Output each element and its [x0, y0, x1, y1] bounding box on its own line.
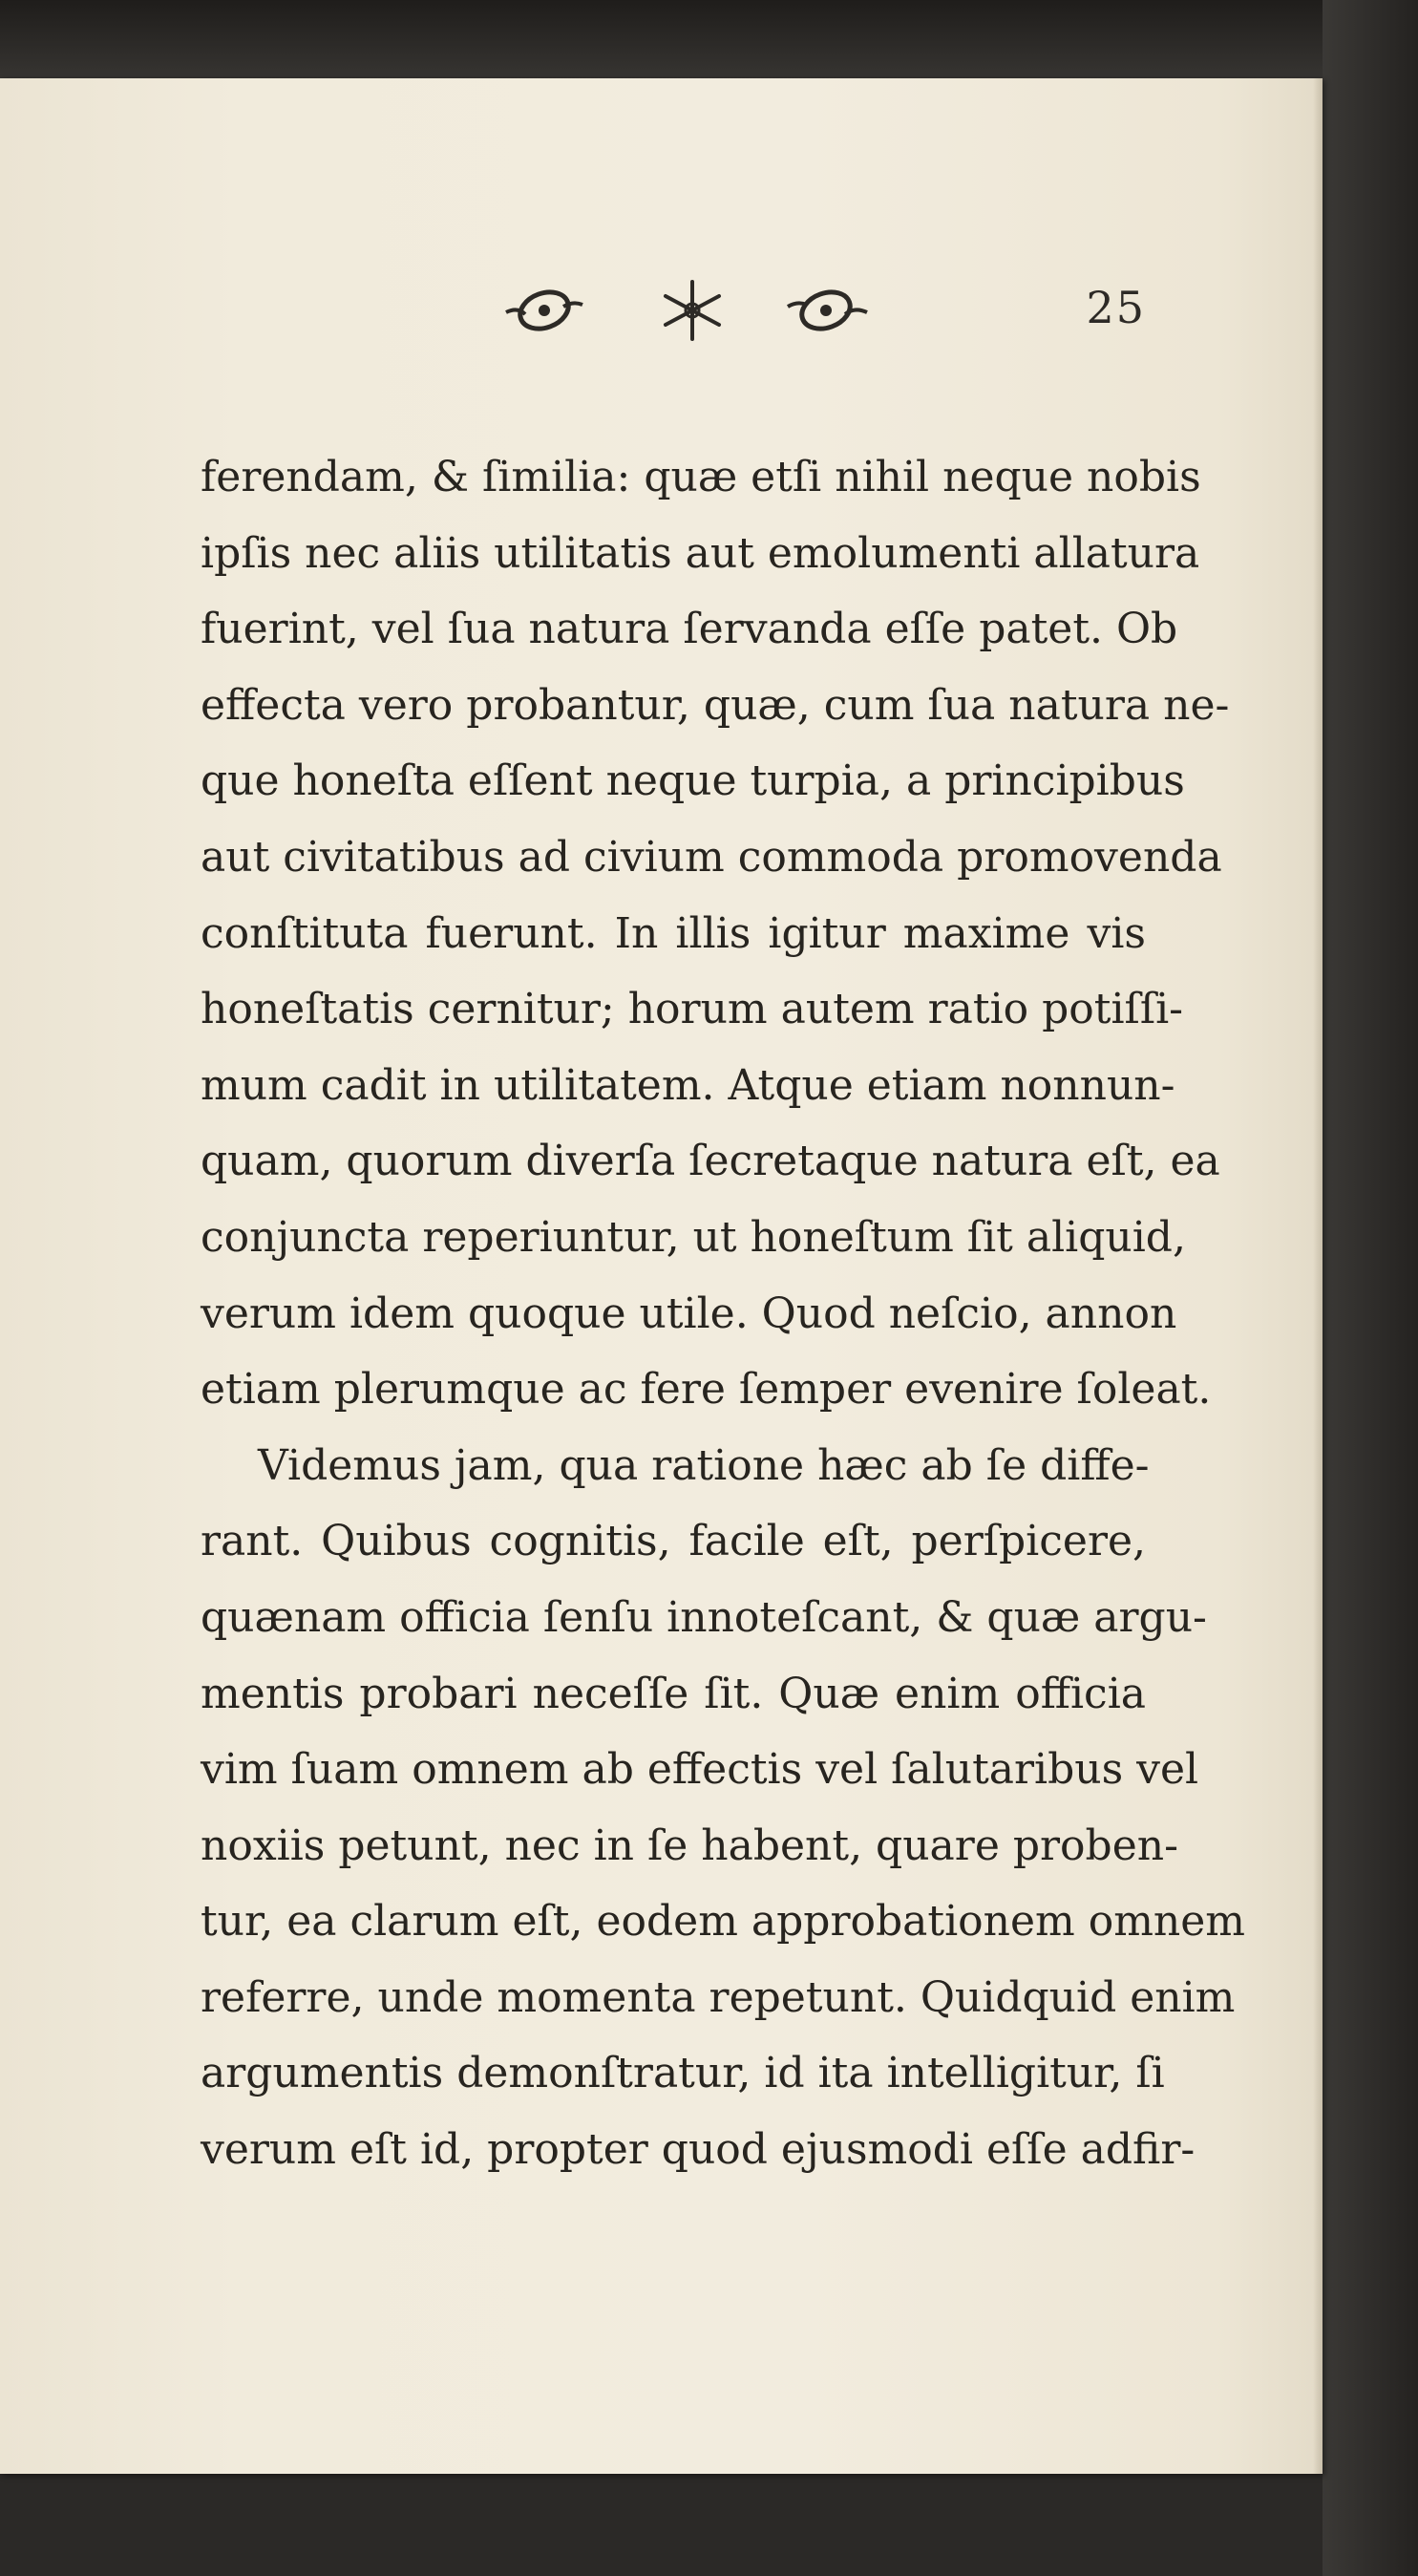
scan-background-board	[1323, 0, 1418, 2576]
text-line: verum eſt id, propter quod ejusmodi eſſe adfir-	[201, 2125, 1196, 2175]
text-line: effecta vero probantur, quæ, cum ſua natura ne-	[201, 680, 1230, 730]
text-line: aut civitatibus ad civium commoda promovenda	[201, 832, 1222, 882]
text-line: mentis probari neceſſe ſit. Quæ enim officia	[201, 1669, 1146, 1718]
text-line: conſtituta fuerunt. In illis igitur maxime vis	[201, 908, 1146, 958]
text-line: noxiis petunt, nec in ſe habent, quare proben-	[201, 1820, 1178, 1870]
text-line: rant. Quibus cognitis, facile eſt, perſpicere,	[201, 1517, 1146, 1566]
text-line: mum cadit in utilitatem. Atque etiam nonnun-	[201, 1060, 1175, 1110]
text-line: tur, ea clarum eſt, eodem approbationem omnem	[201, 1897, 1246, 1947]
text-line: etiam plerumque ac fere ſemper evenire ſoleat.	[201, 1365, 1212, 1415]
page-edge-shadow	[1313, 78, 1323, 2474]
text-line: Videmus jam, qua ratione hæc ab ſe diffe-	[258, 1440, 1150, 1490]
text-line: argumentis demonſtratur, id ita intelligitur, ſi	[201, 2049, 1165, 2098]
page-number: 25	[1086, 282, 1146, 333]
text-line: referre, unde momenta repetunt. Quidquid enim	[201, 1972, 1236, 2022]
text-line: que honeſta eſſent neque turpia, a principibus	[201, 756, 1185, 806]
text-line: conjuncta reperiuntur, ut honeſtum ſit aliquid,	[201, 1212, 1186, 1262]
header-ornament-left-icon	[497, 272, 587, 349]
text-line: quænam officia ſenſu innoteſcant, & quæ argu-	[201, 1592, 1207, 1642]
text-line: ferendam, & ſimilia: quæ etſi nihil neque nobis	[201, 453, 1201, 501]
text-line: ipſis nec aliis utilitatis aut emolumenti allatura	[201, 528, 1200, 578]
header-star-icon	[654, 272, 730, 349]
page-header	[497, 272, 1146, 358]
text-line: vim ſuam omnem ab effectis vel ſalutaribus vel	[201, 1745, 1199, 1795]
header-ornament-right-icon	[783, 272, 874, 349]
body-text	[201, 439, 1246, 2188]
text-line: fuerint, vel ſua natura ſervanda eſſe patet. Ob	[201, 605, 1178, 654]
scan-top-shadow	[0, 0, 1418, 91]
text-line: quam, quorum diverſa ſecretaque natura eſt, ea	[201, 1137, 1220, 1186]
text-line: honeſtatis cernitur; horum autem ratio potiſſi-	[201, 985, 1184, 1034]
text-line: verum idem quoque utile. Quod neſcio, annon	[201, 1288, 1177, 1338]
